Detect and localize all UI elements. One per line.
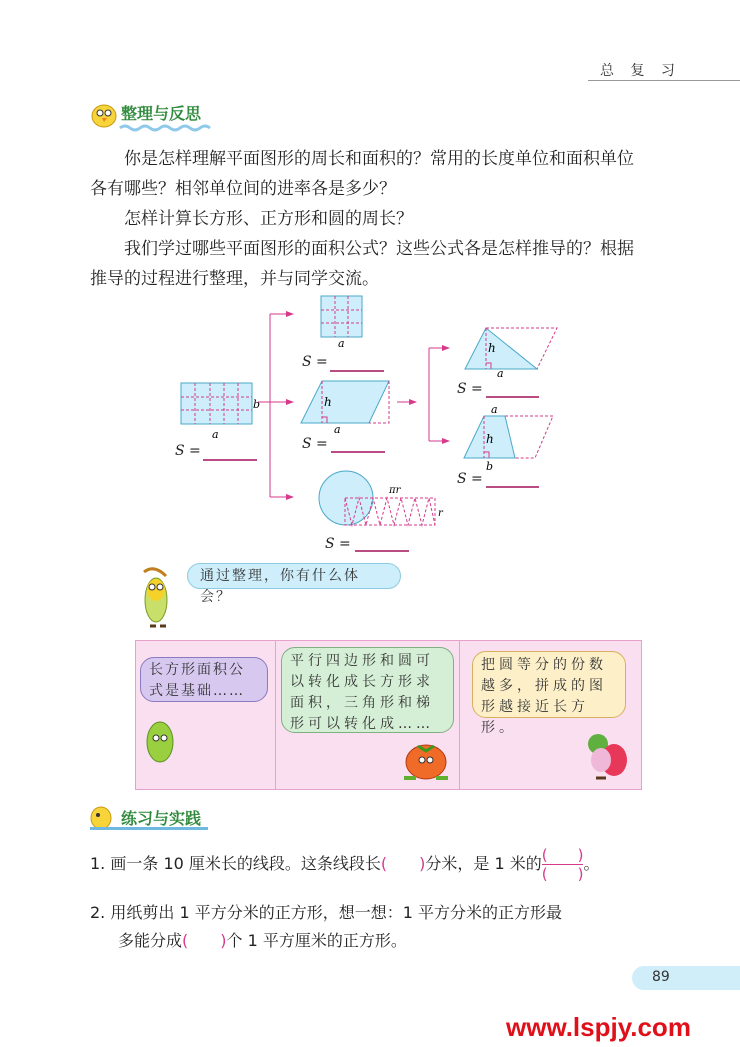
rect-label-a: a xyxy=(212,428,219,441)
trap-label-a: a xyxy=(491,403,498,416)
ex2-blank[interactable]: ( ) xyxy=(182,931,227,950)
ex1-number: 1. xyxy=(90,854,106,873)
triangle-formula: S = xyxy=(457,381,483,397)
square-shape xyxy=(321,296,362,337)
paragraph-1: 你是怎样理解平面图形的周长和面积的？常用的长度单位和面积单位各有哪些？相邻单位间的进率各是多少？ xyxy=(90,149,634,199)
section-heading-practice: 练习与实践 xyxy=(121,809,202,828)
paragraph-2: 怎样计算长方形、正方形和圆的周长？ xyxy=(124,209,413,229)
triangle-shape xyxy=(465,328,537,369)
page-number: 89 xyxy=(652,969,670,985)
circle-label-r: r xyxy=(438,508,443,519)
ex1-text-b: 分米，是 1 米的 xyxy=(425,854,542,873)
ex2-line1: 用纸剪出 1 平方分米的正方形，想一想：1 平方分米的正方形最 xyxy=(110,903,562,922)
exercise-1: 1. 画一条 10 厘米长的线段。这条线段长( )分米，是 1 米的 $\frac{( )}{( )}$ 。 xyxy=(90,846,600,883)
section-heading-review: 整理与反思 xyxy=(121,104,202,123)
paragraph-3: 我们学过哪些平面图形的面积公式？这些公式各是怎样推导的？根据推导的过程进行整理，并与同学交流。 xyxy=(90,239,634,289)
bubble-green: 平行四边形和圆可以转化成长方形求面积，三角形和梯形可以转化成…… xyxy=(281,647,454,733)
watermark: www.lspjy.com xyxy=(506,1012,691,1042)
tomato-mascot-icon xyxy=(392,738,458,786)
para-label-a: a xyxy=(334,423,341,436)
para-label-h: h xyxy=(324,395,332,409)
panel-divider xyxy=(459,640,460,790)
ex2-number: 2. xyxy=(90,903,106,922)
para-formula: S = xyxy=(302,436,328,452)
triangle-label-h: h xyxy=(488,341,496,355)
parallelogram-shape xyxy=(301,381,389,423)
trapezoid-formula: S = xyxy=(457,471,483,487)
circle-formula: S = xyxy=(325,536,351,552)
exercise-2 xyxy=(90,900,562,923)
pepper-mascot-icon xyxy=(140,712,184,774)
corn-mascot-icon xyxy=(132,566,187,632)
ex1-blank[interactable]: ( ) xyxy=(380,854,426,873)
bubble-yellow: 把圆等分的份数越多，拼成的图形越接近长方形。 xyxy=(472,651,626,718)
circle-label-pir: πr xyxy=(389,485,401,496)
trap-label-h: h xyxy=(486,432,494,446)
panel-divider xyxy=(275,640,276,790)
ex1-text-a: 画一条 10 厘米长的线段。这条线段长 xyxy=(110,854,381,873)
bubble-purple: 长方形面积公式是基础…… xyxy=(140,657,268,702)
trap-label-b: b xyxy=(486,460,494,473)
page-number-tab xyxy=(632,966,740,990)
radish-mascot-icon xyxy=(584,732,630,780)
square-formula: S = xyxy=(302,354,328,370)
rectangle-shape xyxy=(181,383,252,424)
chapter-title: 总 复 习 xyxy=(600,63,681,79)
square-label-a: a xyxy=(338,337,345,350)
exercise-2-line2: 多能分成( )个 1 平方厘米的正方形。 xyxy=(118,931,407,950)
triangle-label-a: a xyxy=(497,367,504,380)
rect-formula: S = xyxy=(175,443,201,459)
prompt-bubble: 通过整理，你有什么体会？ xyxy=(187,563,401,589)
ex1-fraction[interactable]: $\frac{( )}{( )}$ xyxy=(541,846,584,883)
rect-label-b: b xyxy=(253,398,261,411)
